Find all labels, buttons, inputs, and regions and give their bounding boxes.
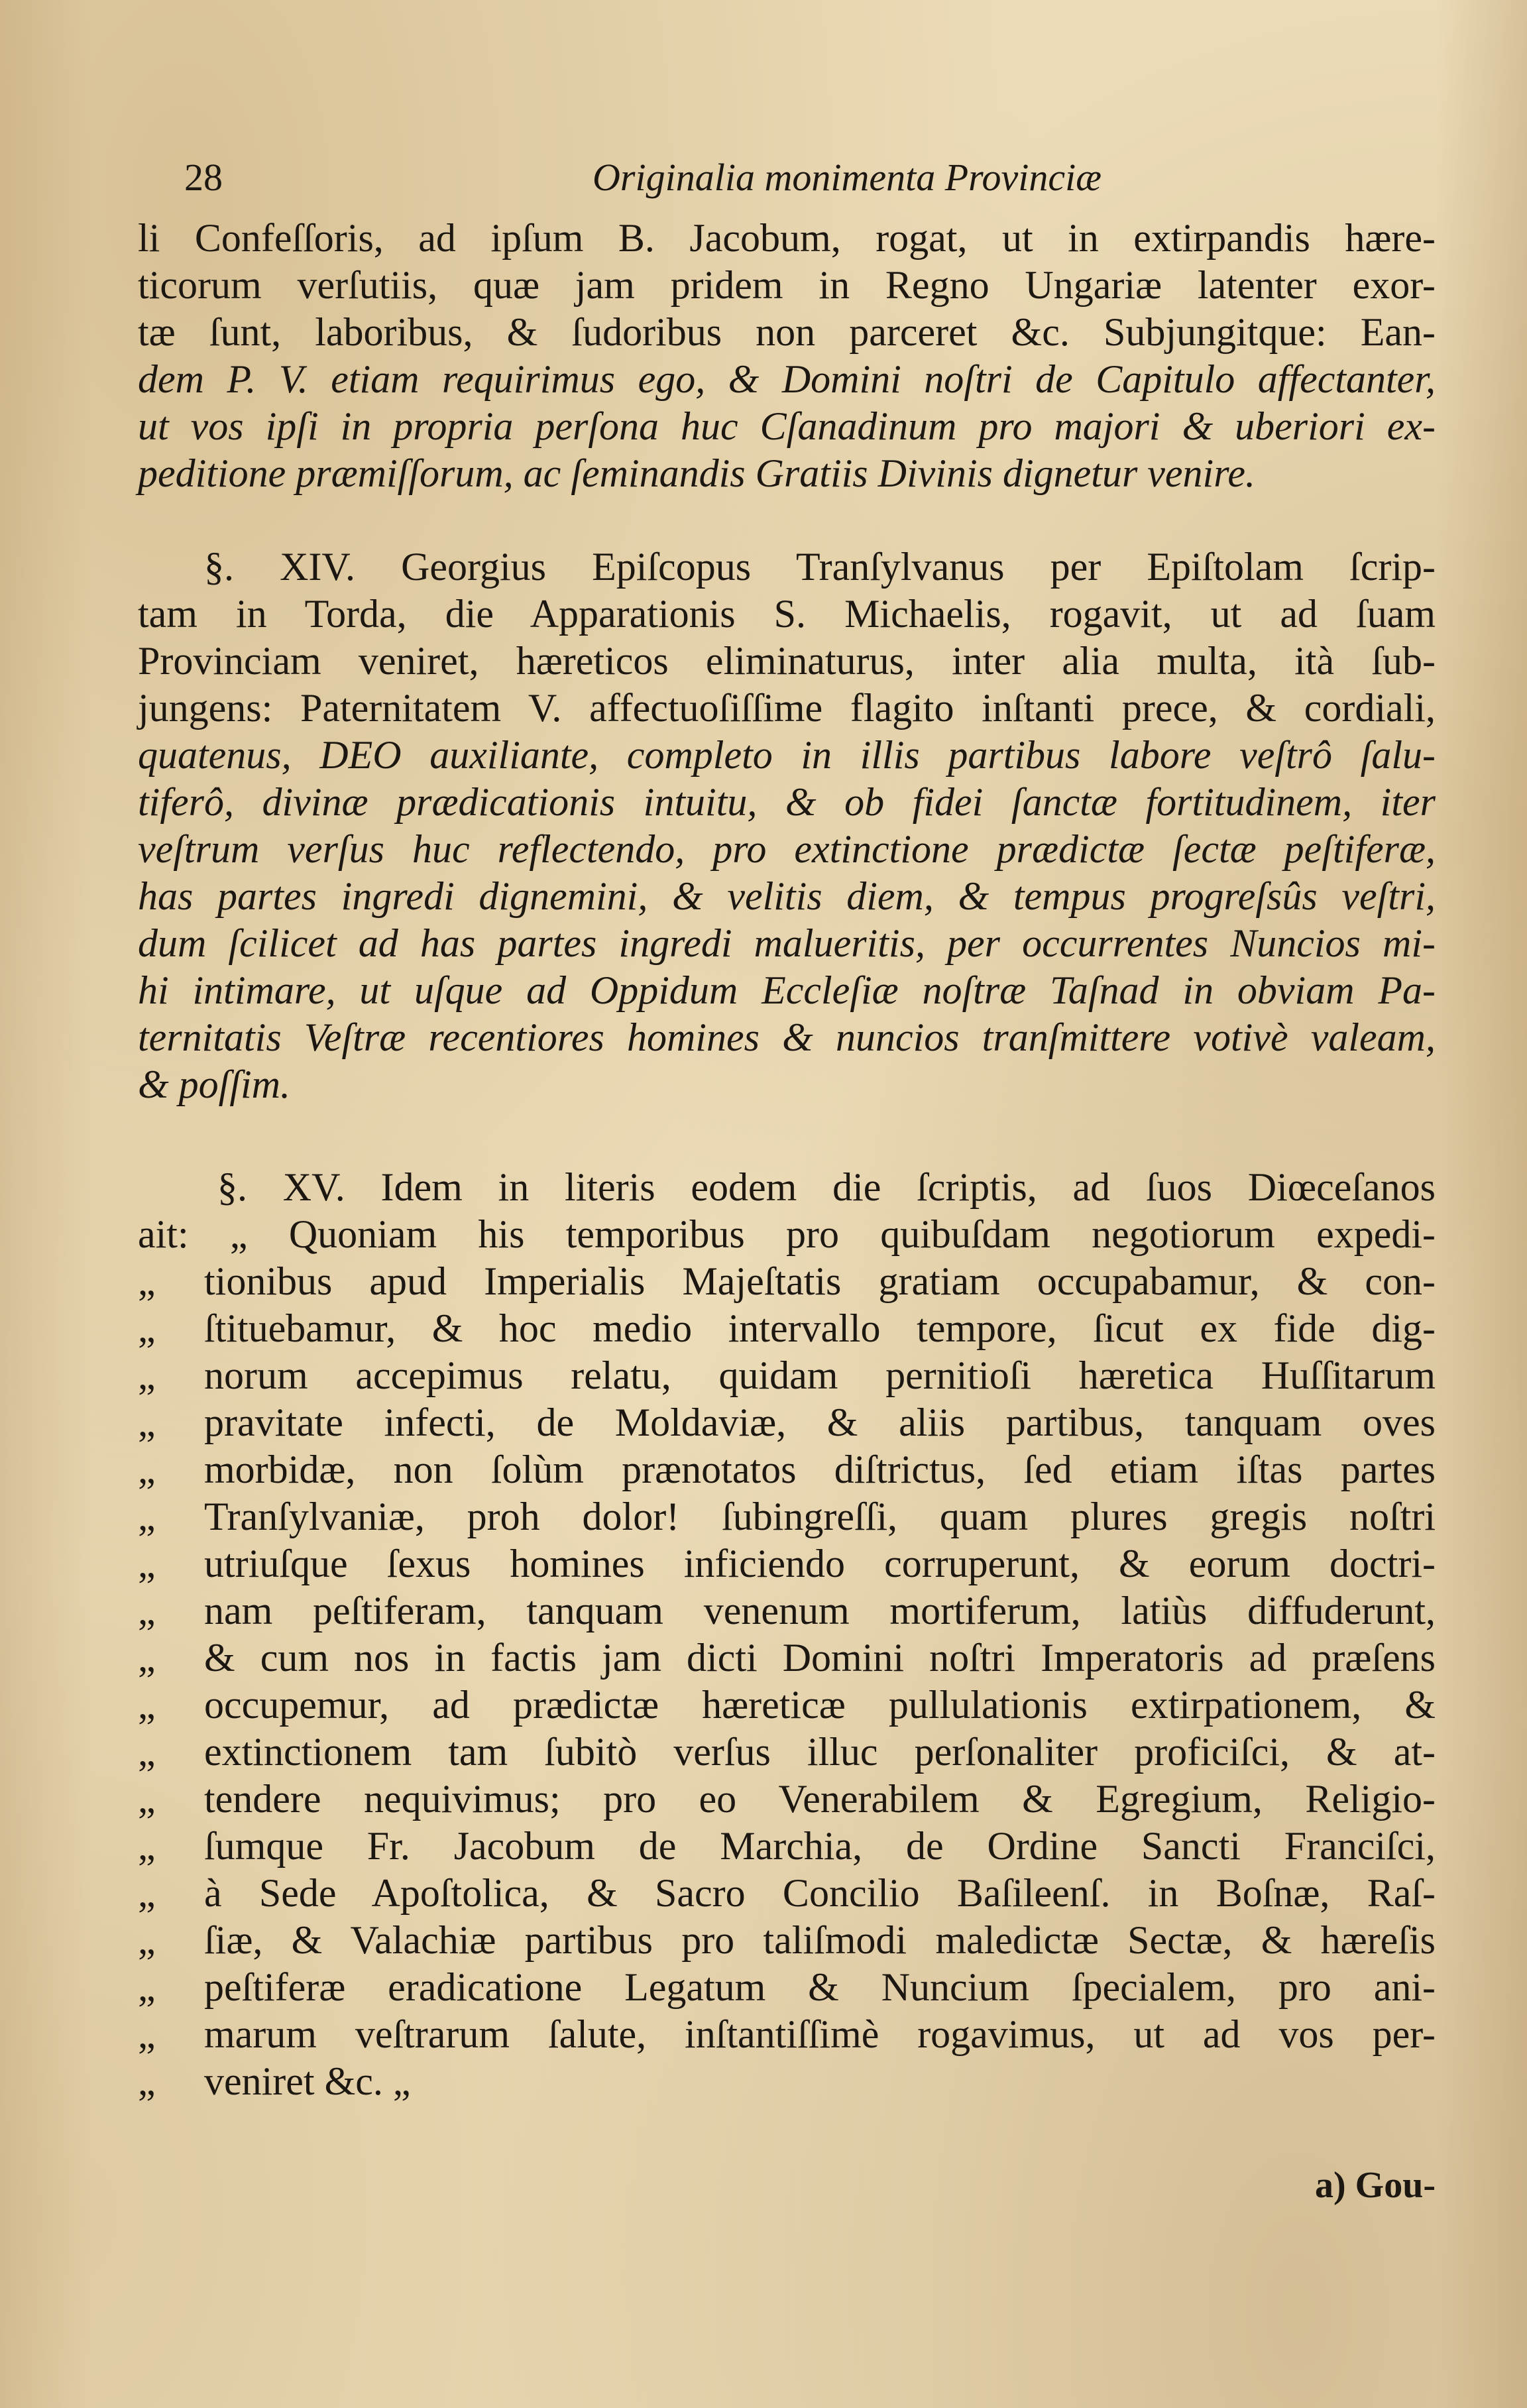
text-line: dem P. V. etiam requirimus ego, & Domini noſtri de Capitulo affectanter, [138, 357, 1436, 401]
paragraph-continuation [138, 215, 1436, 497]
quoted-line [138, 2058, 1436, 2105]
quote-mark: „ [138, 1448, 156, 1491]
text-line: ait: „ Quoniam his temporibus pro quibuſdam negotiorum expedi- [138, 1212, 1436, 1256]
quote-mark: „ [138, 1636, 156, 1680]
quote-mark: „ [138, 2059, 156, 2103]
quoted-line [138, 1776, 1436, 1823]
quoted-text: utriuſque ſexus homines inficiendo corruperunt, & eorum doctri- [204, 1542, 1436, 1585]
text-line: li Confeſſoris, ad ipſum B. Jacobum, rogat, ut in extirpandis hære- [138, 216, 1436, 260]
quoted-text: tionibus apud Imperialis Majeſtatis gratiam occupabamur, & con- [204, 1259, 1436, 1303]
quoted-line [138, 1540, 1436, 1587]
quote-mark: „ [138, 1918, 156, 1962]
paragraph-section-xv [138, 1164, 1436, 2105]
quoted-text: peſtiferæ eradicatione Legatum & Nuncium ſpecialem, pro ani- [204, 1965, 1436, 2009]
page-number: 28 [184, 156, 223, 199]
quoted-line [138, 1587, 1436, 1634]
quoted-line [138, 1729, 1436, 1776]
text-line: & poſſim. [138, 1062, 291, 1106]
page-header [138, 151, 1436, 204]
quoted-text: norum accepimus relatu, quidam pernitioſi hæretica Huſſitarum [204, 1353, 1436, 1397]
text-line: ut vos ipſi in propria perſona huc Cſanadinum pro majori & uberiori ex- [138, 404, 1436, 448]
quote-mark: „ [138, 1353, 156, 1397]
quoted-line [138, 1305, 1436, 1352]
text-line: tiferô, divinæ prædicationis intuitu, & ob fidei ſanctæ fortitudinem, iter [138, 780, 1436, 824]
quoted-text: & cum nos in factis jam dicti Domini noſtri Imperatoris ad præſens [204, 1636, 1436, 1680]
text-line: tam in Torda, die Apparationis S. Michaelis, rogavit, ut ad ſuam [138, 592, 1436, 636]
text-line: tæ ſunt, laboribus, & ſudoribus non parceret &c. Subjungitque: Ean- [138, 310, 1436, 354]
quote-mark: „ [138, 2012, 156, 2056]
text-line: ticorum verſutiis, quæ jam pridem in Regno Ungariæ latenter exor- [138, 263, 1436, 307]
quoted-text: marum veſtrarum ſalute, inſtantiſſimè rogavimus, ut ad vos per- [204, 2012, 1436, 2056]
quoted-line [138, 1823, 1436, 1870]
text-line: jungens: Paternitatem V. affectuoſiſſime flagito inſtanti prece, & cordiali, [138, 686, 1436, 730]
quote-mark: „ [138, 1871, 156, 1915]
running-title: Originalia monimenta Provinciæ [593, 156, 1102, 199]
paragraph-section-xiv [138, 544, 1436, 1108]
quote-mark: „ [138, 1259, 156, 1303]
text-line: veſtrum verſus huc reflectendo, pro extinctione prædictæ ſectæ peſtiferæ, [138, 827, 1436, 871]
quote-mark: „ [138, 1965, 156, 2009]
quoted-text: occupemur, ad prædictæ hæreticæ pullulationis extirpationem, & [204, 1683, 1436, 1727]
quoted-text: veniret &c. „ [204, 2059, 411, 2103]
quote-mark: „ [138, 1401, 156, 1444]
quote-mark: „ [138, 1542, 156, 1585]
quoted-text: extinctionem tam ſubitò verſus illuc perſonaliter proficiſci, & at- [204, 1730, 1436, 1774]
quoted-line [138, 1493, 1436, 1540]
section-heading-line: §. XIV. Georgius Epiſcopus Tranſylvanus per Epiſtolam ſcrip- [204, 545, 1436, 589]
quoted-text: Tranſylvaniæ, proh dolor! ſubingreſſi, quam plures gregis noſtri [204, 1495, 1436, 1538]
catchword: a) Gou- [1315, 2165, 1436, 2206]
quote-mark: „ [138, 1730, 156, 1774]
quote-mark: „ [138, 1777, 156, 1821]
quoted-text: ſumque Fr. Jacobum de Marchia, de Ordine Sancti Franciſci, [204, 1824, 1436, 1868]
text-line: has partes ingredi dignemini, & velitis diem, & tempus progreſsûs veſtri, [138, 874, 1436, 918]
quoted-line [138, 1446, 1436, 1493]
text-line: ternitatis Veſtræ recentiores homines & nuncios tranſmittere votivè valeam, [138, 1015, 1436, 1059]
quoted-line [138, 1634, 1436, 1682]
quoted-line [138, 2011, 1436, 2058]
quoted-text: à Sede Apoſtolica, & Sacro Concilio Baſileenſ. in Boſnæ, Raſ- [204, 1871, 1436, 1915]
text-line: Provinciam veniret, hæreticos eliminaturus, inter alia multa, ità ſub- [138, 639, 1436, 683]
quoted-text: nam peſtiferam, tanquam venenum mortiferum, latiùs diffuderunt, [204, 1589, 1436, 1633]
text-line: dum ſcilicet ad has partes ingredi malueritis, per occurrentes Nuncios mi- [138, 921, 1436, 965]
quoted-line [138, 1682, 1436, 1729]
quote-mark: „ [138, 1306, 156, 1350]
quoted-text: tendere nequivimus; pro eo Venerabilem & Egregium, Religio- [204, 1777, 1436, 1821]
quoted-text: ſiæ, & Valachiæ partibus pro taliſmodi maledictæ Sectæ, & hæreſis [204, 1918, 1436, 1962]
quoted-line [138, 1399, 1436, 1446]
quote-mark: „ [138, 1495, 156, 1538]
section-heading-line: §. XV. Idem in literis eodem die ſcriptis, ad ſuos Diœceſanos [217, 1165, 1436, 1209]
quoted-line [138, 1258, 1436, 1305]
quote-mark: „ [138, 1824, 156, 1868]
quoted-line [138, 1964, 1436, 2011]
quoted-text: morbidæ, non ſolùm prænotatos diſtrictus, ſed etiam iſtas partes [204, 1448, 1436, 1491]
text-line: quatenus, DEO auxiliante, completo in illis partibus labore veſtrô ſalu- [138, 733, 1436, 777]
text-line: peditione præmiſſorum, ac ſeminandis Gratiis Divinis dignetur venire. [138, 451, 1255, 495]
quoted-text: pravitate infecti, de Moldaviæ, & aliis partibus, tanquam oves [204, 1401, 1436, 1444]
quoted-line [138, 1352, 1436, 1399]
quote-mark: „ [138, 1683, 156, 1727]
quoted-line [138, 1870, 1436, 1917]
quote-mark: „ [138, 1589, 156, 1633]
quoted-text: ſtituebamur, & hoc medio intervallo tempore, ſicut ex fide dig- [204, 1306, 1436, 1350]
text-line: hi intimare, ut uſque ad Oppidum Eccleſiæ noſtræ Taſnad in obviam Pa- [138, 968, 1436, 1012]
quoted-line [138, 1917, 1436, 1964]
